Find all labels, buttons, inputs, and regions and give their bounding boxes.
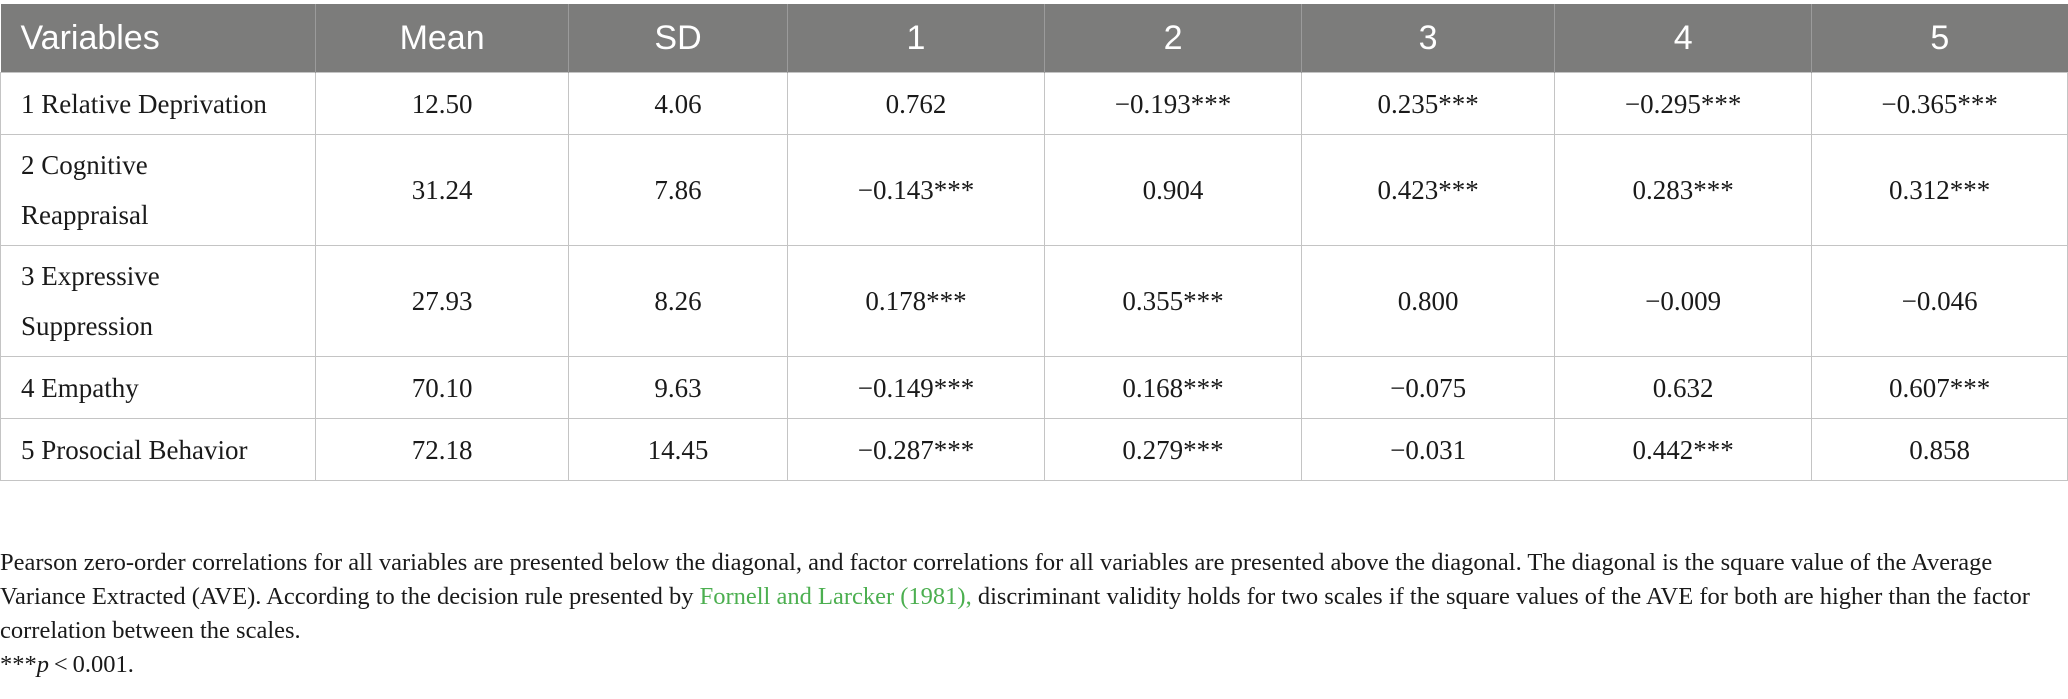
variable-label-line-2: Reappraisal bbox=[21, 200, 149, 230]
header-col-5: 5 bbox=[1812, 4, 2068, 73]
mean-cell: 31.24 bbox=[316, 135, 569, 246]
sd-cell: 14.45 bbox=[569, 419, 788, 481]
corr-cell-4: −0.009 bbox=[1555, 246, 1812, 357]
footnote-text-before-link: Pearson zero-order correlations for all variables are presented below the diagonal, and factor correlations for all variables are presented above the diagonal. The diagonal is the square value of the Average Variance Extracted (AVE). According to the decision rule presented by bbox=[0, 549, 1993, 610]
corr-cell-3: 0.235*** bbox=[1302, 73, 1555, 135]
sd-cell: 7.86 bbox=[569, 135, 788, 246]
correlation-table bbox=[0, 4, 2068, 481]
variable-cell bbox=[1, 135, 316, 246]
table-row bbox=[1, 246, 2068, 357]
significance-stars: *** bbox=[0, 651, 37, 678]
mean-cell: 27.93 bbox=[316, 246, 569, 357]
corr-cell-4: 0.442*** bbox=[1555, 419, 1812, 481]
variable-label: 1 Relative Deprivation bbox=[21, 88, 267, 119]
variable-cell bbox=[1, 357, 316, 419]
corr-cell-3: −0.075 bbox=[1302, 357, 1555, 419]
corr-cell-5: 0.607*** bbox=[1812, 357, 2068, 419]
corr-cell-4: −0.295*** bbox=[1555, 73, 1812, 135]
corr-cell-3: −0.031 bbox=[1302, 419, 1555, 481]
mean-cell: 72.18 bbox=[316, 419, 569, 481]
variable-label-line-1: 2 Cognitive bbox=[21, 150, 148, 180]
variable-label-line-2: Suppression bbox=[21, 311, 154, 341]
significance-threshold: < 0.001. bbox=[49, 651, 134, 678]
corr-cell-2: 0.168*** bbox=[1045, 357, 1302, 419]
correlation-table-container bbox=[0, 4, 2068, 481]
footnote-text-after-link: discriminant validity holds for two scales if the square values of the AVE for both are higher than the factor correlation between the scales. bbox=[0, 583, 2030, 644]
table-row bbox=[1, 419, 2068, 481]
sd-cell: 4.06 bbox=[569, 73, 788, 135]
corr-cell-2: 0.904 bbox=[1045, 135, 1302, 246]
mean-cell: 12.50 bbox=[316, 73, 569, 135]
corr-cell-5: −0.365*** bbox=[1812, 73, 2068, 135]
corr-cell-5: 0.858 bbox=[1812, 419, 2068, 481]
variable-label-line-1: 3 Expressive bbox=[21, 261, 160, 291]
table-row bbox=[1, 73, 2068, 135]
table-row bbox=[1, 357, 2068, 419]
variable-label: 4 Empathy bbox=[21, 372, 139, 403]
corr-cell-1: −0.287*** bbox=[787, 419, 1044, 481]
corr-cell-1: −0.143*** bbox=[787, 135, 1044, 246]
sd-cell: 9.63 bbox=[569, 357, 788, 419]
corr-cell-1: 0.178*** bbox=[787, 246, 1044, 357]
table-footnote bbox=[0, 546, 2060, 682]
corr-cell-1: 0.762 bbox=[787, 73, 1044, 135]
header-col-4: 4 bbox=[1555, 4, 1812, 73]
corr-cell-4: 0.632 bbox=[1555, 357, 1812, 419]
sd-cell: 8.26 bbox=[569, 246, 788, 357]
table-row bbox=[1, 135, 2068, 246]
corr-cell-2: −0.193*** bbox=[1045, 73, 1302, 135]
header-row bbox=[1, 4, 2068, 73]
significance-note bbox=[0, 648, 2060, 682]
corr-cell-5: 0.312*** bbox=[1812, 135, 2068, 246]
table-header bbox=[1, 4, 2068, 73]
mean-cell: 70.10 bbox=[316, 357, 569, 419]
header-col-3: 3 bbox=[1302, 4, 1555, 73]
variable-cell bbox=[1, 246, 316, 357]
variable-cell bbox=[1, 419, 316, 481]
corr-cell-2: 0.355*** bbox=[1045, 246, 1302, 357]
corr-cell-1: −0.149*** bbox=[787, 357, 1044, 419]
corr-cell-5: −0.046 bbox=[1812, 246, 2068, 357]
table-body bbox=[1, 73, 2068, 481]
header-variables: Variables bbox=[1, 4, 316, 73]
corr-cell-3: 0.800 bbox=[1302, 246, 1555, 357]
corr-cell-4: 0.283*** bbox=[1555, 135, 1812, 246]
variable-cell bbox=[1, 73, 316, 135]
corr-cell-3: 0.423*** bbox=[1302, 135, 1555, 246]
footnote-paragraph bbox=[0, 546, 2060, 648]
header-mean: Mean bbox=[316, 4, 569, 73]
header-col-1: 1 bbox=[787, 4, 1044, 73]
significance-p: p bbox=[36, 651, 49, 678]
corr-cell-2: 0.279*** bbox=[1045, 419, 1302, 481]
header-sd: SD bbox=[569, 4, 788, 73]
header-col-2: 2 bbox=[1045, 4, 1302, 73]
reference-link[interactable]: Fornell and Larcker (1981), bbox=[699, 583, 972, 610]
variable-label: 5 Prosocial Behavior bbox=[21, 434, 248, 465]
